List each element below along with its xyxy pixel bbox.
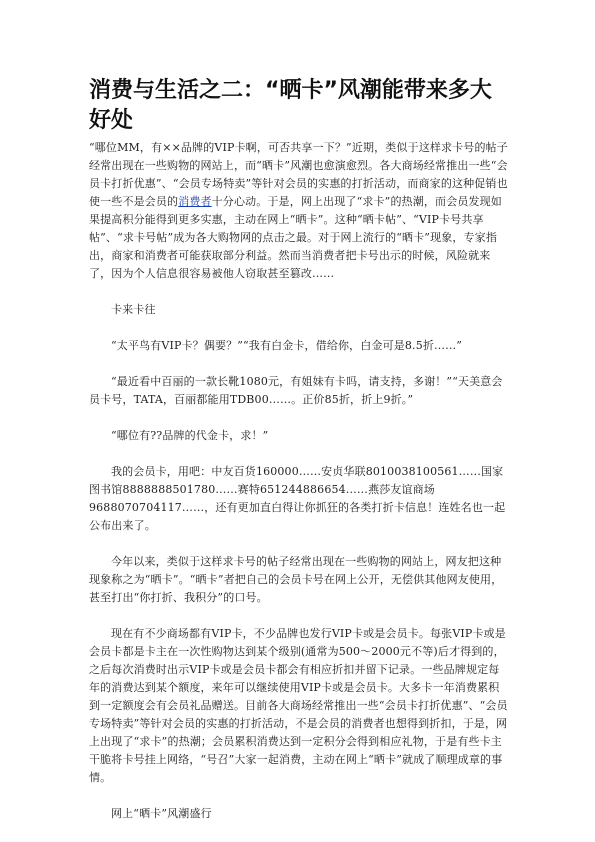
member-cards-paragraph: 我的会员卡，用吧：中友百货160000……安贞华联8010038100561……国家图书馆8888888501780……赛特651244886654……燕莎友谊商场9688070704117……，还有更加直白得让你抓狂的各类打折卡信息！连姓名也一起公布出来了。 xyxy=(89,465,506,532)
consumer-link[interactable]: 消费者 xyxy=(178,195,212,208)
this-year-paragraph: 今年以来，类似于这样求卡号的帖子经常出现在一些购物的网站上，网友把这种现象称之为“晒卡”。“晒卡”者把自己的会员卡号在网上公开，无偿供其他网友使用，甚至打出“你打折、我积分”的口号。 xyxy=(89,555,503,604)
article-title: 消费与生活之二：“晒卡”风潮能带来多大好处 xyxy=(89,78,492,133)
quote-paragraph-3: “哪位有??品牌的代金卡，求！” xyxy=(111,429,269,442)
intro-text-before-link: “哪位MM，有××品牌的VIP卡啊，可否共享一下？”近期，类似于这样求卡号的帖子经常出现在一些购物的网站上，而“晒卡”风潮也愈演愈烈。各大商场经常推出一些“会员卡打折优惠”、“会员专场特卖”等针对会员的实惠的打折活动，而商家的这种促销也使一些不是会员的 xyxy=(89,141,508,208)
quote-paragraph-1: “太平鸟有VIP卡？偶要？”“我有白金卡，借给你，白金可是8.5折……” xyxy=(111,339,463,352)
quote-paragraph-2: “最近看中百丽的一款长靴1080元，有姐妹有卡吗，请支持，多谢！”“天美意会员卡号，TATA，百丽都能用TDB00……。正价85折，折上9折。” xyxy=(89,375,503,406)
section-heading-trend: 网上“晒卡”风潮盛行 xyxy=(111,807,212,820)
vip-card-paragraph: 现在有不少商场都有VIP卡，不少品牌也发行VIP卡或是会员卡。每张VIP卡或是会员卡都是卡主在一次性购物达到某个级别(通常为500～2000元不等)后才得到的，之后每次消费时出示VIP卡或是会员卡都会有相应折扣并留下记录。一些品牌规定每年的消费达到某个额度，来年可以继续使用VIP卡或是会员卡。大多卡一年消费累积到一定额度会有会员礼品赠送。目前各大商场经常推出一些“会员卡打折优惠”、“会员专场特卖”等针对会员的实惠的打折活动，不是会员的消费者也想得到折扣，于是，网上出现了“求卡”的热潮；会员累积消费达到一定积分会得到相应礼物，于是有些卡主干脆将卡号挂上网络，“号召”大家一起消费，主动在网上“晒卡”就成了顺理成章的事情。 xyxy=(89,627,508,784)
intro-text-after-link: 十分心动。于是，网上出现了“求卡”的热潮，而会员发现如果提高积分能得到更多实惠，主动在网上“晒卡”。这种“晒卡帖”、“VIP卡号共享帖”、“求卡号帖”成为各大购物网的点击之最。对于网上流行的“晒卡”现象，专家指出，商家和消费者可能获取部分利益。然而当消费者把卡号出示的时候，风险就来了，因为个人信息很容易被他人窃取甚至篡改…… xyxy=(89,195,502,280)
intro-paragraph xyxy=(89,139,509,283)
section-heading-cards: 卡来卡往 xyxy=(111,303,156,316)
article-body xyxy=(89,139,509,823)
